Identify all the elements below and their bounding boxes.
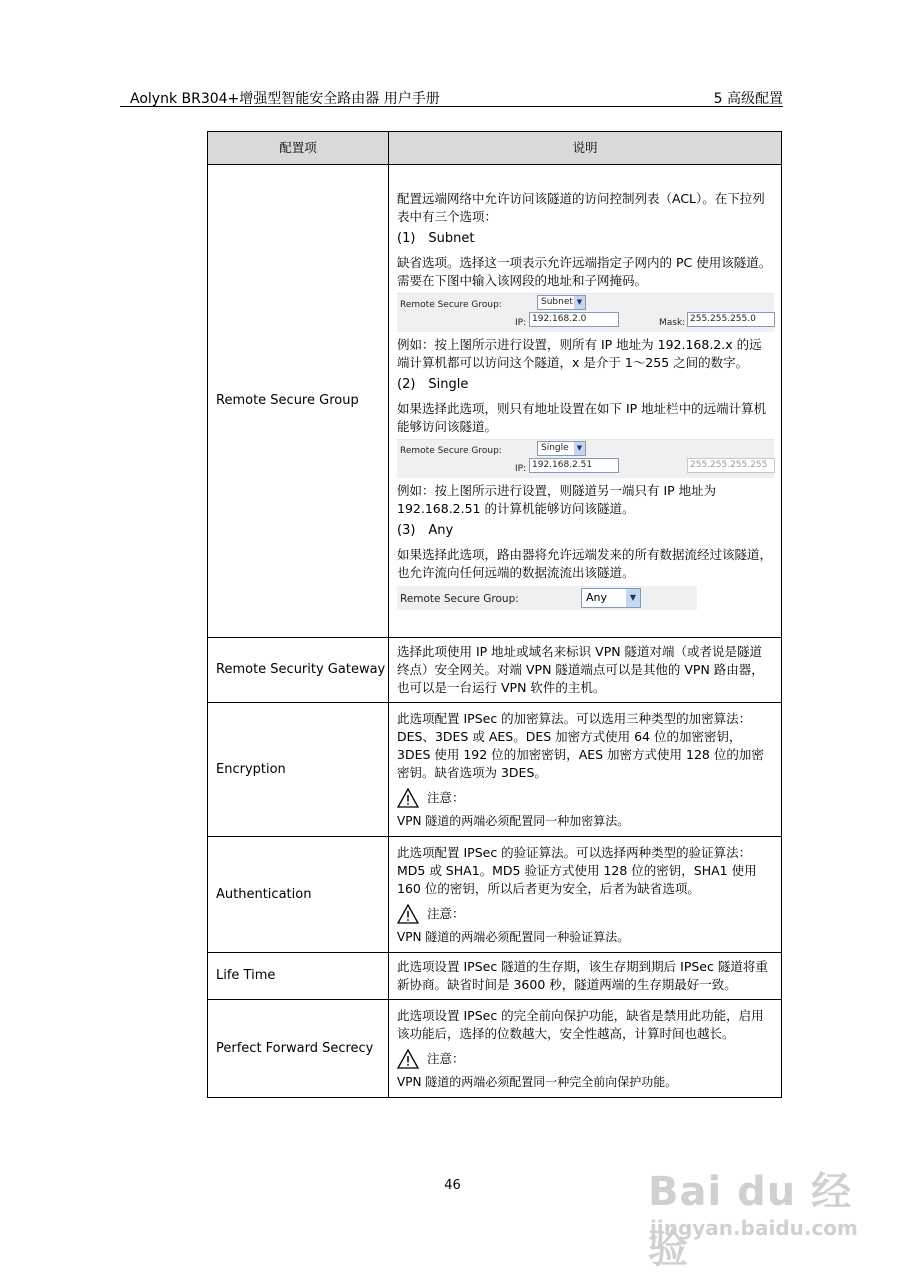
item-remote-security-gateway: Remote Security Gateway <box>208 638 389 703</box>
pfs-desc: 此选项设置 IPSec 的完全前向保护功能，缺省是禁用此功能，启用该功能后，选择的位数越大，安全性越高，计算时间也越长。 <box>397 1007 764 1041</box>
desc-encryption <box>389 703 782 837</box>
any-config-screenshot <box>397 586 697 610</box>
rsg-option-any: (3) Any <box>397 523 454 538</box>
ip-field: 192.168.2.0 <box>529 312 619 327</box>
chevron-down-icon: ▼ <box>574 296 585 309</box>
warning-icon <box>397 788 419 808</box>
table-row <box>208 953 782 1000</box>
warning-icon <box>397 904 419 924</box>
note-text: VPN 隧道的两端必须配置同一种加密算法。 <box>397 813 630 828</box>
group-type-select: Single ▼ <box>537 441 586 456</box>
column-header-desc: 说明 <box>389 132 782 165</box>
table-row <box>208 165 782 638</box>
rsg-option-subnet: (1) Subnet <box>397 231 475 246</box>
mask-field-disabled: 255.255.255.255 <box>687 458 775 473</box>
rsg-intro: 配置远端网络中允许访问该隧道的访问控制列表（ACL）。在下拉列表中有三个选项： <box>397 191 765 224</box>
item-remote-secure-group: Remote Secure Group <box>208 165 389 638</box>
mask-field: 255.255.255.0 <box>687 312 775 327</box>
note-label: 注意： <box>427 905 465 921</box>
encryption-desc: 此选项配置 IPSec 的加密算法。可以选用三种类型的加密算法：DES、3DES 或 AES。DES 加密方式使用 64 位的加密密钥，3DES 使用 192 位的加密密钥，AES 加密方式使用 128 位的加密密钥。缺省选项为 3DES。 <box>397 710 764 780</box>
group-type-select: Any ▼ <box>581 588 641 608</box>
chevron-down-icon: ▼ <box>574 442 585 455</box>
table-row <box>208 837 782 953</box>
desc-remote-security-gateway: 选择此项使用 IP 地址或域名来标识 VPN 隧道对端（或者说是隧道终点）安全网关。对端 VPN 隧道端点可以是其他的 VPN 路由器，也可以是一台运行 VPN 软件的主机。 <box>389 638 782 703</box>
item-encryption: Encryption <box>208 703 389 837</box>
group-type-select: Subnet ▼ <box>537 295 586 310</box>
table-header-row <box>208 132 782 165</box>
note-text: VPN 隧道的两端必须配置同一种验证算法。 <box>397 929 630 944</box>
desc-life-time: 此选项设置 IPSec 隧道的生存期，该生存期到期后 IPSec 隧道将重新协商。缺省时间是 3600 秒，隧道两端的生存期最好一致。 <box>389 953 782 1000</box>
desc-authentication <box>389 837 782 953</box>
rsg-single-example: 例如：按上图所示进行设置，则隧道另一端只有 IP 地址为 192.168.2.51 的计算机能够访问该隧道。 <box>397 483 717 516</box>
rsg-any-desc: 如果选择此选项，路由器将允许远端发来的所有数据流经过该隧道，也允许流向任何远端的数据流流出该隧道。 <box>397 547 773 580</box>
mask-label: Mask: <box>659 318 686 328</box>
rsg-label: Remote Secure Group: <box>400 593 519 605</box>
watermark-url: jingyan.baidu.com <box>650 1216 858 1240</box>
watermark-logo-text: Bai du 经验 <box>648 1169 853 1272</box>
note-block <box>397 904 774 924</box>
subnet-config-screenshot <box>397 293 774 332</box>
desc-remote-secure-group <box>389 165 782 638</box>
rsg-label: Remote Secure Group: <box>400 446 502 456</box>
rsg-subnet-example: 例如：按上图所示进行设置，则所有 IP 地址为 192.168.2.x 的远端计算机都可以访问这个隧道，x 是介于 1～255 之间的数字。 <box>397 337 762 370</box>
single-config-screenshot <box>397 439 774 478</box>
warning-icon <box>397 1049 419 1069</box>
header-title: Aolynk BR304+增强型智能安全路由器 用户手册 <box>130 91 440 107</box>
table-row <box>208 703 782 837</box>
rsg-option-single: (2) Single <box>397 377 469 392</box>
rsg-label: Remote Secure Group: <box>400 300 502 310</box>
page-number: 46 <box>444 1178 461 1193</box>
config-table <box>207 131 782 1098</box>
ip-label: IP: <box>515 464 527 474</box>
item-perfect-forward-secrecy: Perfect Forward Secrecy <box>208 1000 389 1098</box>
table-row <box>208 1000 782 1098</box>
item-authentication: Authentication <box>208 837 389 953</box>
note-label: 注意： <box>427 789 465 805</box>
note-block <box>397 788 774 808</box>
item-life-time: Life Time <box>208 953 389 1000</box>
note-label: 注意： <box>427 1050 465 1066</box>
note-text: VPN 隧道的两端必须配置同一种完全前向保护功能。 <box>397 1074 678 1089</box>
ip-label: IP: <box>515 318 527 328</box>
column-header-item: 配置项 <box>208 132 389 165</box>
table-row <box>208 638 782 703</box>
note-block <box>397 1049 774 1069</box>
baidu-watermark <box>640 1150 870 1270</box>
ip-field: 192.168.2.51 <box>529 458 619 473</box>
rsg-single-desc: 如果选择此选项，则只有地址设置在如下 IP 地址栏中的远端计算机能够访问该隧道。 <box>397 401 767 434</box>
header-rule <box>120 106 783 107</box>
desc-perfect-forward-secrecy <box>389 1000 782 1098</box>
auth-desc: 此选项配置 IPSec 的验证算法。可以选择两种类型的验证算法：MD5 或 SHA1。MD5 验证方式使用 128 位的密钥，SHA1 使用 160 位的密钥，所以后者更为安全，后者为缺省选项。 <box>397 844 757 896</box>
header-chapter: 5 高级配置 <box>713 91 783 107</box>
chevron-down-icon: ▼ <box>626 589 640 607</box>
rsg-subnet-desc: 缺省选项。选择这一项表示允许远端指定子网内的 PC 使用该隧道。需要在下图中输入该网段的地址和子网掩码。 <box>397 255 772 288</box>
